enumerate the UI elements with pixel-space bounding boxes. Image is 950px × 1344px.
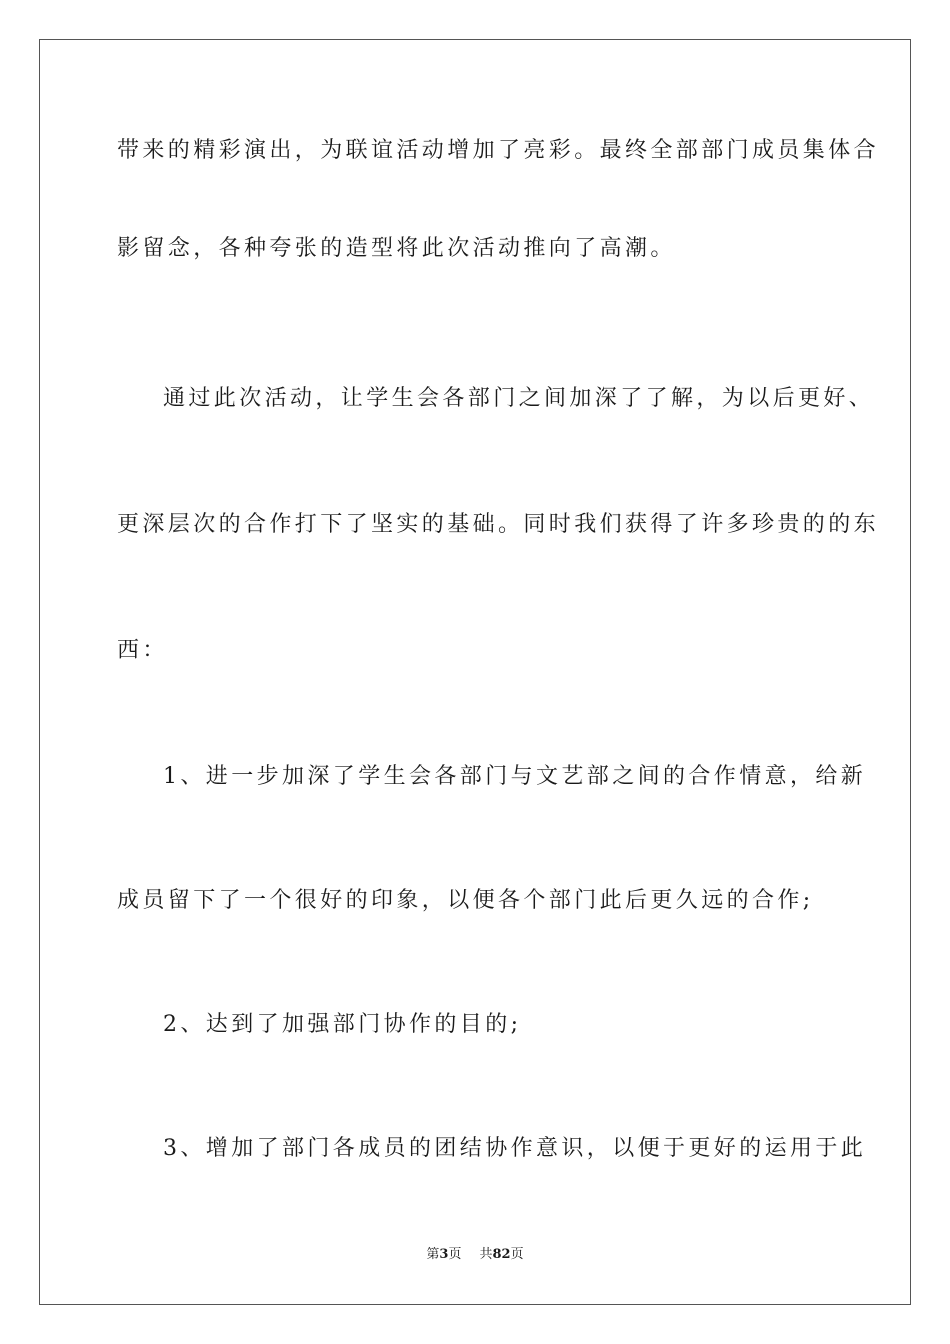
list-item-1-line: 成员留下了一个很好的印象，以便各个部门此后更久远的合作; — [117, 888, 814, 913]
paragraph-line: 带来的精彩演出，为联谊活动增加了亮彩。最终全部部门成员集体合 — [117, 138, 880, 163]
total-suffix: 页 — [510, 1247, 524, 1262]
page-prefix: 第 — [426, 1247, 440, 1262]
total-prefix: 共 — [479, 1247, 493, 1262]
list-item-3-line: 3、增加了部门各成员的团结协作意识，以便于更好的运用于此 — [163, 1136, 867, 1161]
page-suffix: 页 — [448, 1247, 462, 1262]
paragraph-line: 影留念，各种夸张的造型将此次活动推向了高潮。 — [117, 236, 676, 261]
page-footer — [0, 1246, 950, 1264]
total-pages: 82 — [492, 1247, 511, 1262]
page-number: 3 — [439, 1247, 449, 1262]
paragraph-line: 西： — [117, 638, 168, 663]
page-border — [39, 39, 911, 1305]
list-item-1-line: 1、进一步加深了学生会各部门与文艺部之间的合作情意，给新 — [163, 764, 867, 789]
paragraph-line: 通过此次活动，让学生会各部门之间加深了了解，为以后更好、 — [163, 386, 875, 411]
list-item-2-line: 2、达到了加强部门协作的目的; — [163, 1012, 522, 1037]
paragraph-line: 更深层次的合作打下了坚实的基础。同时我们获得了许多珍贵的的东 — [117, 512, 880, 537]
